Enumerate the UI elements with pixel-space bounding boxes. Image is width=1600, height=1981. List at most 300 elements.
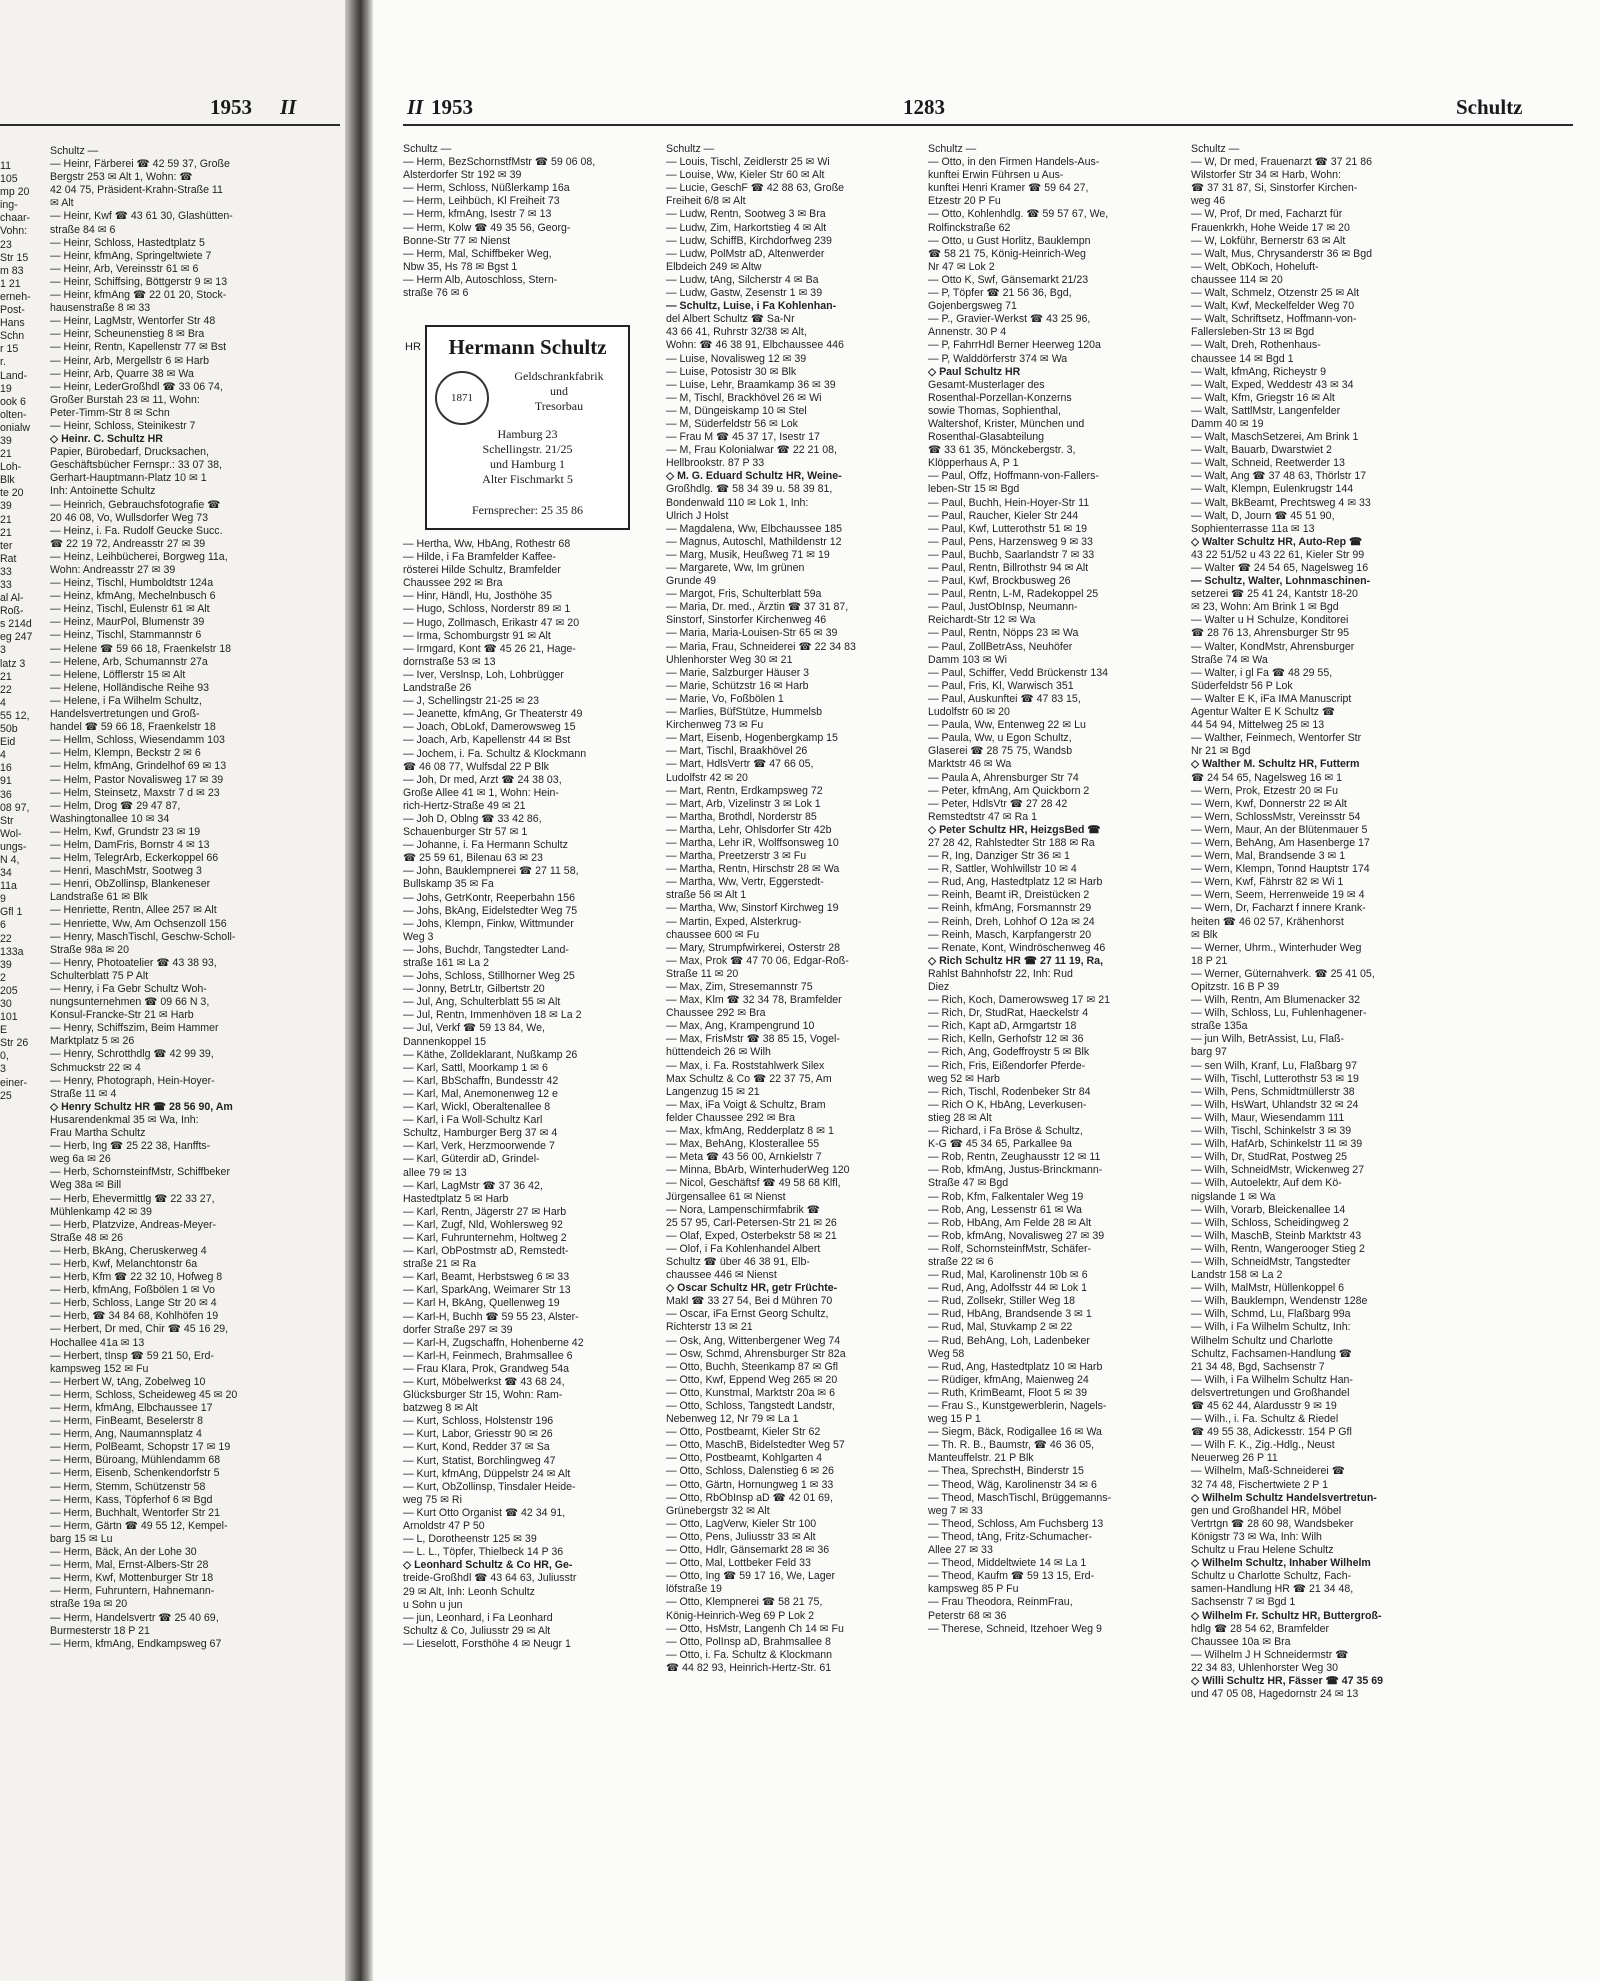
advert-line-3: Tresorbau (534, 399, 584, 413)
directory-line: Freiheit 6/8 ✉ Alt (666, 195, 746, 208)
directory-line: Gfl 1 (0, 906, 23, 919)
directory-line: Nr 47 ✉ Lok 2 (928, 260, 995, 273)
directory-line: straße 19a ✉ 20 (50, 1598, 128, 1611)
directory-line: — Wilh, Autoelektr, Auf dem Kö- (1191, 1177, 1342, 1190)
directory-line: ◇ M. G. Eduard Schultz HR, Weine- (666, 470, 842, 483)
directory-line: — Joach, ObLokf, Damerowsweg 15 (403, 721, 576, 734)
directory-line: Nr 21 ✉ Bgd (1191, 745, 1251, 758)
directory-line: Weg 3 (403, 930, 434, 943)
directory-line: — Martha, Preetzerstr 3 ✉ Fu (666, 850, 807, 863)
directory-line: — Paul, Auskunftei ☎ 47 83 15, (928, 692, 1081, 705)
directory-line: — Walter u H Schulze, Konditorei (1191, 614, 1349, 627)
directory-line: — Jonny, BetrLtr, Gilbertstr 20 (403, 983, 545, 996)
directory-line: — W, Lokführ, Bernerstr 63 ✉ Alt (1191, 234, 1346, 247)
directory-line: ◇ Walter Schultz HR, Auto-Rep ☎ (1191, 535, 1363, 548)
directory-line: 36 (0, 788, 12, 801)
directory-line: 21 (0, 670, 12, 683)
directory-line: — Oscar, iFa Ernst Georg Schultz, (666, 1308, 829, 1321)
directory-line: — Johanne, i. Fa Hermann Schultz (403, 839, 568, 852)
directory-line: — Luise, Novalisweg 12 ✉ 39 (666, 352, 807, 365)
directory-line: Schultz — (928, 143, 977, 155)
directory-line: — Maria, Frau, Schneiderei ☎ 22 34 83 (666, 640, 856, 653)
directory-line: r. (0, 356, 6, 369)
directory-line: Reichardt-Str 12 ✉ Wa (928, 614, 1036, 627)
directory-line: — Iver, Verslnsp, Loh, Lohbrügger (403, 668, 564, 681)
directory-line: — Otto, Buchh, Steenkamp 87 ✉ Gfl (666, 1360, 838, 1373)
directory-line: — Herb, BkAng, Cheruskerweg 4 (50, 1244, 207, 1257)
directory-line: sowie Thomas, Sophienthal, (928, 404, 1061, 417)
directory-line: Marktplatz 5 ✉ 26 (50, 1035, 135, 1048)
directory-line: Sinstorf, Sinstorfer Kirchenweg 46 (666, 614, 827, 627)
directory-line: — Herm, Leihbüch, Kl Freiheit 73 (403, 195, 560, 208)
directory-line: — Theod, Wäg, Karolinenstr 34 ✉ 6 (928, 1478, 1097, 1491)
directory-line: Max Schultz & Co ☎ 22 37 75, Am (666, 1072, 832, 1085)
directory-line: — Herm Alb, Autoschloss, Stern- (403, 273, 558, 286)
directory-line: — Henry, Photograph, Hein-Hoyer- (50, 1074, 215, 1087)
directory-line: Hastedtplatz 5 ✉ Harb (403, 1192, 509, 1205)
directory-line: Mühlenkamp 42 ✉ 39 (50, 1205, 152, 1218)
directory-line: weg 15 P 1 (928, 1413, 981, 1426)
directory-line: Dannenkoppel 15 (403, 1035, 487, 1048)
directory-line: — Heinrich, Gebrauchsfotografie ☎ (50, 498, 221, 511)
directory-line: — Welt, ObKoch, Hoheluft- (1191, 260, 1319, 273)
directory-line: — Wilh, Vorarb, Bleickenallee 14 (1191, 1203, 1346, 1216)
directory-line: — Otto, Postbeamt, Kohlgarten 4 (666, 1452, 823, 1465)
directory-line: weg 52 ✉ Harb (928, 1072, 1000, 1085)
directory-line: — Ludw, Zim, Harkortstieg 4 ✉ Alt (666, 221, 827, 234)
directory-line: — Luise, Potosistr 30 ✉ Blk (666, 365, 797, 378)
directory-line: ☎ 46 08 77, Wulfsdal 22 P Blk (403, 760, 549, 773)
directory-line: — Helene, i Fa Wilhelm Schultz, (50, 694, 202, 707)
directory-line: — Herm, BezSchornstfMstr ☎ 59 06 08, (403, 156, 596, 169)
directory-line: Str 26 (0, 1037, 29, 1050)
directory-line: 23 (0, 238, 12, 251)
directory-line: — Wilh, MalMstr, Hüllenkoppel 6 (1191, 1282, 1345, 1295)
directory-line: erneh- (0, 290, 31, 303)
directory-line: — Heinr, Färberei ☎ 42 59 37, Große (50, 158, 230, 171)
directory-line: — Mart, Eisenb, Hogenbergkamp 15 (666, 732, 838, 745)
directory-line: — Herb, Kfm ☎ 22 32 10, Hofweg 8 (50, 1271, 223, 1284)
directory-line: — Luise, Lehr, Braamkamp 36 ✉ 39 (666, 378, 836, 391)
directory-line: — Rich O K, HbAng, Leverkusen- (928, 1098, 1087, 1111)
directory-line: — Renate, Kont, Windröschenweg 46 (928, 941, 1106, 954)
directory-line: — Walt, Dreh, Rothenhaus- (1191, 339, 1321, 352)
directory-line: — Walt, Schneid, Reetwerder 13 (1191, 457, 1345, 470)
directory-line: rich-Hertz-Straße 49 ✉ 21 (403, 799, 526, 812)
directory-line: Nbw 35, Hs 78 ✉ Bgst 1 (403, 260, 518, 273)
directory-line: — Hellm, Schloss, Wiesendamm 103 (50, 734, 225, 747)
directory-line: — Hilde, i Fa Bramfelder Kaffee- (403, 551, 556, 564)
directory-line: — Helm, Kwf, Grundstr 23 ✉ 19 (50, 825, 201, 838)
advert-address-3: und Hamburg 1 (489, 457, 566, 471)
directory-line: Schultz — (50, 145, 99, 157)
directory-line: onialw (0, 421, 31, 434)
directory-line: — Max, i. Fa. Roststahlwerk Silex (666, 1059, 825, 1072)
directory-line: — Wern, Kwf, Donnerstr 22 ✉ Alt (1191, 797, 1347, 810)
directory-line: Schn (0, 330, 25, 343)
directory-line: Chaussee 292 ✉ Bra (666, 1007, 766, 1020)
directory-line: Wilstorfer Str 34 ✉ Harb, Wohn: (1191, 169, 1341, 182)
directory-line: — Herbert, Dr med, Chir ☎ 45 16 29, (50, 1323, 229, 1336)
directory-line: — Helene, Löfflerstr 15 ✉ Alt (50, 668, 186, 681)
directory-line: — Heinr, Kwf ☎ 43 61 30, Glashütten- (50, 210, 233, 223)
directory-line: — Margot, Fris, Schulterblatt 59a (666, 588, 822, 601)
directory-line: — Johs, BkAng, Eidelstedter Weg 75 (403, 904, 578, 917)
directory-line: Schultz — (403, 143, 452, 155)
directory-line: Richterstr 13 ✉ 21 (666, 1321, 753, 1334)
directory-line: 1 21 (0, 277, 21, 290)
directory-line: Vohn: (0, 225, 28, 238)
directory-line: — Otto, Pens, Juliusstr 33 ✉ Alt (666, 1530, 816, 1543)
directory-line: — Wern, Klempn, Tonnd Hauptstr 174 (1191, 863, 1370, 876)
directory-line: — Rob, kfmAng, Novalisweg 27 ✉ 39 (928, 1229, 1105, 1242)
directory-line: — Wern, Kwf, Fährstr 82 ✉ Wi 1 (1191, 876, 1344, 889)
directory-line: Geschäftsbücher Fernspr.: 33 07 38, (50, 459, 222, 472)
directory-line: Damm 40 ✉ 19 (1191, 417, 1264, 430)
directory-line: ☎ 37 31 87, Si, Sinstorfer Kirchen- (1191, 182, 1358, 195)
directory-line: dorfer Straße 297 ✉ 39 (403, 1323, 513, 1336)
directory-line: Landstr 158 ✉ La 2 (1191, 1269, 1283, 1282)
directory-line: — M, Süderfeldstr 56 ✉ Lok (666, 417, 798, 430)
directory-line: 133a (0, 945, 24, 958)
directory-line: — Mart, Tischl, Braakhövel 26 (666, 745, 808, 758)
directory-line: kampsweg 152 ✉ Fu (50, 1362, 149, 1375)
directory-line: 105 (0, 173, 18, 186)
directory-line: Großer Burstah 23 ✉ 11, Wohn: (50, 393, 200, 406)
directory-line: — Paul, Offz, Hoffmann-von-Fallers- (928, 470, 1099, 483)
directory-line: ◇ Willi Schultz HR, Fässer ☎ 47 35 69 (1191, 1674, 1383, 1687)
directory-line: — Therese, Schneid, Itzehoer Weg 9 (928, 1622, 1102, 1635)
directory-line: Washingtonallee 10 ✉ 34 (50, 812, 170, 825)
directory-line: — Peter, HdlsVtr ☎ 27 28 42 (928, 797, 1068, 810)
directory-line: — Herm, Buchhalt, Wentorfer Str 21 (50, 1506, 220, 1519)
directory-line: Waltershof, Krister, München und (928, 417, 1085, 430)
directory-line: — Max, iFa Voigt & Schultz, Bram (666, 1098, 826, 1111)
directory-line: — Karl, ObPostmstr aD, Remstedt- (403, 1245, 569, 1258)
directory-line: — Walt, BkBeamt, Prechtsweg 4 ✉ 33 (1191, 496, 1371, 509)
directory-line: — L, Dorotheenstr 125 ✉ 39 (403, 1533, 537, 1546)
directory-line: kunftei Erwin Führsen u Aus- (928, 169, 1064, 182)
directory-line: Grünebergstr 32 ✉ Alt (666, 1504, 770, 1517)
directory-line: weg 6a ✉ 26 (50, 1153, 111, 1166)
page-surname-heading: Schultz (1456, 95, 1523, 119)
directory-line: Rahlst Bahnhofstr 22, Inh: Rud (928, 967, 1073, 980)
directory-line: setzerei ☎ 25 41 24, Kantstr 18-20 (1191, 588, 1358, 601)
advert-name: Hermann Schultz (448, 335, 607, 359)
directory-line: — Walt, Klempn, Eulenkrugstr 144 (1191, 483, 1354, 496)
hermann-schultz-advert (405, 325, 630, 530)
page-number: 1283 (903, 95, 945, 119)
directory-line: — Minna, BbArb, WinterhuderWeg 120 (666, 1164, 850, 1177)
directory-line: Rolfinckstraße 62 (928, 221, 1011, 234)
directory-line: — Theod, Kaufm ☎ 59 13 15, Erd- (928, 1570, 1095, 1583)
directory-line: — Paul, Schiffer, Vedd Brückenstr 134 (928, 666, 1108, 679)
advert-address-1: Hamburg 23 (497, 427, 558, 441)
directory-line: — Heinr, Arb, Quarre 38 ✉ Wa (50, 367, 194, 380)
directory-line: ◇ Leonhard Schultz & Co HR, Ge- (403, 1559, 573, 1572)
directory-line: nungsunternehmen ☎ 09 66 N 3, (50, 996, 210, 1009)
directory-line: — Max, BehAng, Klosterallee 55 (666, 1138, 820, 1151)
directory-line: — Henry, Photoatelier ☎ 43 38 93, (50, 956, 217, 969)
directory-line: — Wilh, Dr, StudRat, Postweg 25 (1191, 1151, 1348, 1164)
directory-line: — Herb, Ing ☎ 25 22 38, Hanffts- (50, 1140, 211, 1153)
directory-line: Straße 11 ✉ 20 (666, 967, 739, 980)
directory-line: chaussee 114 ✉ 20 (1191, 273, 1283, 286)
directory-line: — Magdalena, Ww, Elbchaussee 185 (666, 522, 843, 535)
directory-line: — Max, FrisMstr ☎ 38 85 15, Vogel- (666, 1033, 840, 1046)
directory-line: — Herm, kfmAng, Elbchaussee 17 (50, 1402, 213, 1414)
directory-line: — Herm, kfmAng, Endkampsweg 67 (50, 1637, 222, 1650)
directory-line: stieg 28 ✉ Alt (928, 1111, 992, 1124)
directory-line: Land- (0, 369, 28, 382)
directory-line: Peterstr 68 ✉ 36 (928, 1609, 1007, 1622)
directory-line: 101 (0, 1011, 18, 1024)
directory-line: del Albert Schultz ☎ Sa-Nr (666, 313, 795, 326)
directory-line: — Kurt, kfmAng, Düppelstr 24 ✉ Alt (403, 1467, 571, 1480)
directory-line: — Otto, HsMstr, Langenh Ch 14 ✉ Fu (666, 1622, 844, 1635)
directory-line: Glücksburger Str 15, Wohn: Ram- (403, 1389, 563, 1402)
directory-line: — Heinr, Rentn, Kapellenstr 77 ✉ Bst (50, 341, 227, 354)
directory-line: ☎ 22 19 72, Andreasstr 27 ✉ 39 (50, 537, 206, 550)
directory-line: Landstraße 26 (403, 682, 472, 695)
directory-line: Straße 11 ✉ 4 (50, 1087, 117, 1100)
directory-line: — Heinr, Schloss, Steinikestr 7 (50, 419, 196, 432)
directory-line: — Martha, Ww, Sinstorf Kirchweg 19 (666, 902, 839, 915)
directory-line: — Wern, Maur, An der Blütenmauer 5 (1191, 823, 1368, 836)
directory-line: — Herm, Büroang, Mühlendamm 68 (50, 1454, 221, 1467)
directory-line: — Paula A, Ahrensburger Str 74 (928, 771, 1079, 784)
directory-line: E (0, 1024, 8, 1037)
directory-line: Straße 47 ✉ Bgd (928, 1177, 1009, 1190)
directory-line: — Kurt, ObZollinsp, Tinsdaler Heide- (403, 1480, 576, 1493)
directory-line: — Rud, Mal, Stuvkamp 2 ✉ 22 (928, 1321, 1073, 1334)
directory-line: 39 (0, 500, 12, 513)
directory-line: handel ☎ 59 66 18, Fraenkelstr 18 (50, 721, 216, 734)
directory-line: — Wern, Mal, Brandsende 3 ✉ 1 (1191, 850, 1346, 863)
directory-line: — Hugo, Zollmasch, Erikastr 47 ✉ 20 (403, 616, 580, 629)
directory-line: — jun Wilh, BetrAssist, Lu, Flaß- (1191, 1033, 1345, 1046)
directory-line: — Mart, Rentn, Erdkampsweg 72 (666, 784, 823, 797)
advert-line-1: Geldschrankfabrik (514, 369, 604, 383)
directory-line: leben-Str 15 ✉ Bgd (928, 483, 1020, 496)
directory-line: — Henriette, Ww, Am Ochsenzoll 156 (50, 917, 227, 930)
directory-line: löfstraße 19 (666, 1583, 722, 1596)
directory-line: — Mary, Strumpfwirkerei, Osterstr 28 (666, 941, 841, 954)
directory-line: — Rob, Ang, Lessenstr 61 ✉ Wa (928, 1203, 1082, 1216)
directory-line: Frau Martha Schultz (50, 1127, 146, 1140)
directory-line: — Walter ☎ 24 54 65, Nagelsweg 16 (1191, 562, 1369, 574)
advert-phone: Fernsprecher: 25 35 86 (472, 503, 583, 517)
directory-line: — Wilh, i Fa Wilhelm Schultz Han- (1191, 1373, 1353, 1386)
directory-line: — Paul, Fris, Kl, Warwisch 351 (928, 679, 1074, 692)
directory-line: — Nicol, Geschäftsf ☎ 49 58 68 Klfl, (666, 1177, 841, 1190)
directory-line: — Maria, Maria-Louisen-Str 65 ✉ 39 (666, 627, 838, 640)
directory-line: 18 P 21 (1191, 954, 1228, 967)
directory-line: Bondenwald 110 ✉ Lok 1, Inh: (666, 496, 809, 509)
directory-line: — Walter E K, iFa IMA Manuscript (1191, 692, 1352, 705)
directory-line: — Reinh, Dreh, Lohhof O 12a ✉ 24 (928, 915, 1095, 928)
directory-line: Loh- (0, 461, 22, 474)
directory-line: — Rich, Fris, Eißendorfer Pferde- (928, 1059, 1086, 1072)
directory-line: — Herm, PolBeamt, Schopstr 17 ✉ 19 (50, 1441, 231, 1454)
directory-line: — Heinr, Arb, Mergellstr 6 ✉ Harb (50, 354, 210, 367)
directory-line: 9 (0, 893, 6, 906)
directory-line: heiten ☎ 46 02 57, Krähenhorst (1191, 915, 1344, 928)
directory-line: — Paul, Rentn, Billrothstr 94 ✉ Alt (928, 562, 1089, 574)
directory-line: — Wilh., i. Fa. Schultz & Riedel (1191, 1413, 1339, 1426)
directory-line: — Wilh, Pens, Schmidtmüllerstr 38 (1191, 1085, 1355, 1098)
directory-line: Annenstr. 30 P 4 (928, 326, 1007, 339)
directory-line: eg 247 (0, 631, 33, 644)
directory-line: — Henry, MaschTischl, Geschw-Scholl- (50, 930, 236, 943)
directory-line: — Maria, Dr. med., Ärztin ☎ 37 31 87, (666, 601, 849, 614)
directory-line: — Kurt, Möbelwerkst ☎ 43 68 24, (403, 1376, 565, 1388)
directory-line: 21 (0, 513, 12, 526)
directory-line: — Paul, JustObInsp, Neumann- (928, 601, 1078, 614)
directory-line: kampsweg 85 P Fu (928, 1583, 1019, 1596)
directory-line: — Reinh, Masch, Karpfangerstr 20 (928, 928, 1092, 941)
directory-line: 43 66 41, Ruhrstr 32/38 ✉ Alt, (666, 326, 807, 339)
directory-line: — Kurt, Schloss, Holstenstr 196 (403, 1415, 554, 1428)
directory-line: 21 34 48, Bgd, Sachsenstr 7 (1191, 1360, 1325, 1373)
directory-line: — Th. R. B., Baumstr, ☎ 46 36 05, (928, 1439, 1095, 1452)
directory-line: — Wern, SchlossMstr, Vereinsstr 54 (1191, 810, 1361, 823)
directory-line: — Hinr, Händl, Hu, Josthöhe 35 (403, 590, 552, 603)
directory-line: rösterei Hilde Schultz, Bramfelder (403, 564, 561, 577)
directory-line: — Otto, Gärtn, Hornungweg 1 ✉ 33 (666, 1478, 834, 1491)
directory-line: Allee 27 ✉ 33 (928, 1544, 993, 1557)
directory-line: s 214d (0, 618, 32, 631)
directory-line: — Rich, Ang, Godeffroystr 5 ✉ Blk (928, 1046, 1090, 1059)
column-5 (1191, 143, 1426, 1958)
directory-line: — Karl-H, Feinmech, Brahmsallee 6 (403, 1349, 573, 1362)
directory-line: Blk (0, 474, 15, 487)
directory-line: — Heinr, kfmAng ☎ 22 01 20, Stock- (50, 289, 227, 302)
directory-line: — Wilh, HafArb, Schinkelstr 11 ✉ 39 (1191, 1138, 1363, 1151)
directory-line: — Ludw, PolMstr aD, Altenwerder (666, 247, 825, 260)
directory-line: — Marie, Schützstr 16 ✉ Harb (666, 679, 809, 692)
directory-line: — Wilh, Rentn, Wangerooger Stieg 2 (1191, 1242, 1365, 1255)
directory-line: — Kurt, Labor, Griesstr 90 ✉ 26 (403, 1428, 553, 1441)
directory-line: — Max, Zim, Stresemannstr 75 (666, 981, 813, 993)
directory-line: — Herb, Ehevermittlg ☎ 22 33 27, (50, 1192, 215, 1205)
directory-line: Str 15 (0, 251, 29, 264)
directory-line: — Karl, Rentn, Jägerstr 27 ✉ Harb (403, 1205, 567, 1218)
directory-line: — Mart, HdlsVertr ☎ 47 66 05, (666, 758, 814, 771)
directory-line: ☎ 44 82 93, Heinrich-Hertz-Str. 61 (666, 1661, 832, 1674)
directory-line: samen-Handlung HR ☎ 21 34 48, (1191, 1583, 1354, 1596)
directory-line: gen und Großhandel HR, Möbel (1191, 1504, 1342, 1517)
directory-line: — Heinz, Tischl, Stammannstr 6 (50, 629, 202, 642)
directory-line: — Walter, i gl Fa ☎ 48 29 55, (1191, 666, 1333, 679)
directory-line: — Otto, MaschB, Bidelstedter Weg 57 (666, 1439, 845, 1452)
right-page (373, 0, 1600, 1981)
directory-line: — Otto, Postbeamt, Kieler Str 62 (666, 1426, 821, 1439)
directory-line: Opitzstr. 16 B P 39 (1191, 981, 1280, 993)
directory-line: — Schultz, Walter, Lohnmaschinen- (1191, 575, 1371, 588)
directory-line: — Heinr, Schiffsing, Böttgerstr 9 ✉ 13 (50, 275, 228, 288)
directory-line: — Marlies, BüfStütze, Hummelsb (666, 706, 823, 719)
directory-line: — Paul, Kwf, Lutterothstr 51 ✉ 19 (928, 522, 1088, 535)
directory-line: Diez (928, 981, 950, 993)
directory-line: 43 22 51/52 u 43 22 61, Kieler Str 99 (1191, 548, 1365, 561)
directory-line: — Heinz, MaurPol, Blumenstr 39 (50, 616, 205, 629)
directory-line: — Herm, Eisenb, Schenkendorfstr 5 (50, 1467, 220, 1480)
directory-line: — Peter, kfmAng, Am Quickborn 2 (928, 784, 1090, 797)
directory-line: weg 7 ✉ 33 (928, 1504, 983, 1517)
directory-line: — Henry, Schrotthdlg ☎ 42 99 39, (50, 1048, 214, 1061)
directory-line: — Heinr, Scheunenstieg 8 ✉ Bra (50, 328, 205, 341)
directory-line: te 20 (0, 487, 24, 500)
directory-line: — Hugo, Schloss, Norderstr 89 ✉ 1 (403, 603, 571, 616)
right-page-year: 1953 (431, 95, 473, 119)
directory-line: — Otto, LagVerw, Kieler Str 100 (666, 1517, 817, 1530)
directory-line: Marktstr 46 ✉ Wa (928, 758, 1012, 771)
directory-line: Straße 48 ✉ 26 (50, 1231, 124, 1244)
directory-line: Straße 74 ✉ Wa (1191, 653, 1268, 666)
directory-line: — Helm, kfmAng, Grindelhof 69 ✉ 13 (50, 760, 227, 773)
directory-line: kunftei Henri Kramer ☎ 59 64 27, (928, 182, 1089, 195)
directory-line: — Helm, Steinsetz, Maxstr 7 d ✉ 23 (50, 786, 220, 799)
directory-line: 2 (0, 971, 6, 984)
directory-line: Klöpperhaus A, P 1 (928, 457, 1019, 470)
directory-line: weg 46 (1191, 195, 1226, 208)
directory-line: — Heinr, LagMstr, Wentorfer Str 48 (50, 315, 216, 328)
directory-line: straße 84 ✉ 6 (50, 223, 116, 236)
directory-line: Gerhart-Hauptmann-Platz 10 ✉ 1 (50, 472, 207, 485)
directory-line: — Helm, TelegrArb, Eckerkoppel 66 (50, 852, 219, 865)
directory-line: — Kurt, Kond, Redder 37 ✉ Sa (403, 1441, 550, 1454)
directory-line: ungs- (0, 840, 27, 853)
directory-line: Nebenweg 12, Nr 79 ✉ La 1 (666, 1413, 799, 1426)
directory-line: — Osw, Schmd, Ahrensburger Str 82a (666, 1347, 846, 1360)
directory-line: — Herm, Kwf, Mottenburger Str 18 (50, 1572, 214, 1585)
directory-line: olten- (0, 408, 27, 421)
directory-line: — Walt, Schmelz, Otzenstr 25 ✉ Alt (1191, 287, 1360, 300)
directory-line: Husarendenkmal 35 ✉ Wa, Inh: (50, 1113, 199, 1126)
directory-line: — Rich, Dr, StudRat, Haeckelstr 4 (928, 1007, 1089, 1020)
directory-line: — Henry, Schiffszim, Beim Hammer (50, 1022, 219, 1035)
directory-line: — Wilh, i Fa Wilhelm Schultz, Inh: (1191, 1321, 1351, 1334)
directory-line: 21 (0, 526, 12, 539)
directory-line: 205 (0, 984, 18, 997)
directory-line: — Kurt Otto Organist ☎ 42 34 91, (403, 1506, 566, 1519)
directory-line: Bergstr 253 ✉ Alt 1, Wohn: ☎ (50, 171, 193, 184)
directory-line: — Meta ☎ 43 56 00, Arnkielstr 7 (666, 1151, 822, 1164)
directory-line: u Sohn u jun (403, 1598, 463, 1611)
directory-line: — Paul, Raucher, Kieler Str 244 (928, 509, 1079, 522)
directory-line: ook 6 (0, 395, 26, 408)
directory-line: ◇ Paul Schultz HR (928, 365, 1021, 378)
directory-line: 42 04 75, Präsident-Krahn-Straße 11 (50, 184, 223, 197)
directory-line: — Wilh, Tischl, Lutterothstr 53 ✉ 19 (1191, 1072, 1359, 1085)
directory-line: König-Heinrich-Weg 69 P Lok 2 (666, 1609, 815, 1622)
directory-line: Weg 38a ✉ Bill (50, 1179, 122, 1192)
directory-line: — Herm, Mal, Ernst-Albers-Str 28 (50, 1559, 209, 1572)
directory-line: — Theod, tAng, Fritz-Schumacher- (928, 1530, 1093, 1543)
directory-line: — Herbert W, tAng, Zobelweg 10 (50, 1375, 206, 1388)
directory-line: chaussee 14 ✉ Bgd 1 (1191, 352, 1294, 365)
advert-line-2: und (550, 384, 568, 398)
directory-line: — Helene ☎ 59 66 18, Fraenkelstr 18 (50, 642, 232, 655)
directory-line: — Herm, Ang, Naumannsplatz 4 (50, 1428, 202, 1441)
directory-line: — Otto, i. Fa. Schultz & Klockmann (666, 1648, 833, 1661)
directory-line: — Irma, Schomburgstr 91 ✉ Alt (403, 629, 551, 642)
directory-line: Rosenthal-Porzellan-Konzerns (928, 391, 1072, 404)
directory-line: — Irmgard, Kont ☎ 45 26 21, Hage- (403, 642, 576, 655)
directory-line: 21 (0, 448, 12, 461)
directory-line: K-G ☎ 45 34 65, Parkallee 9a (928, 1138, 1072, 1151)
